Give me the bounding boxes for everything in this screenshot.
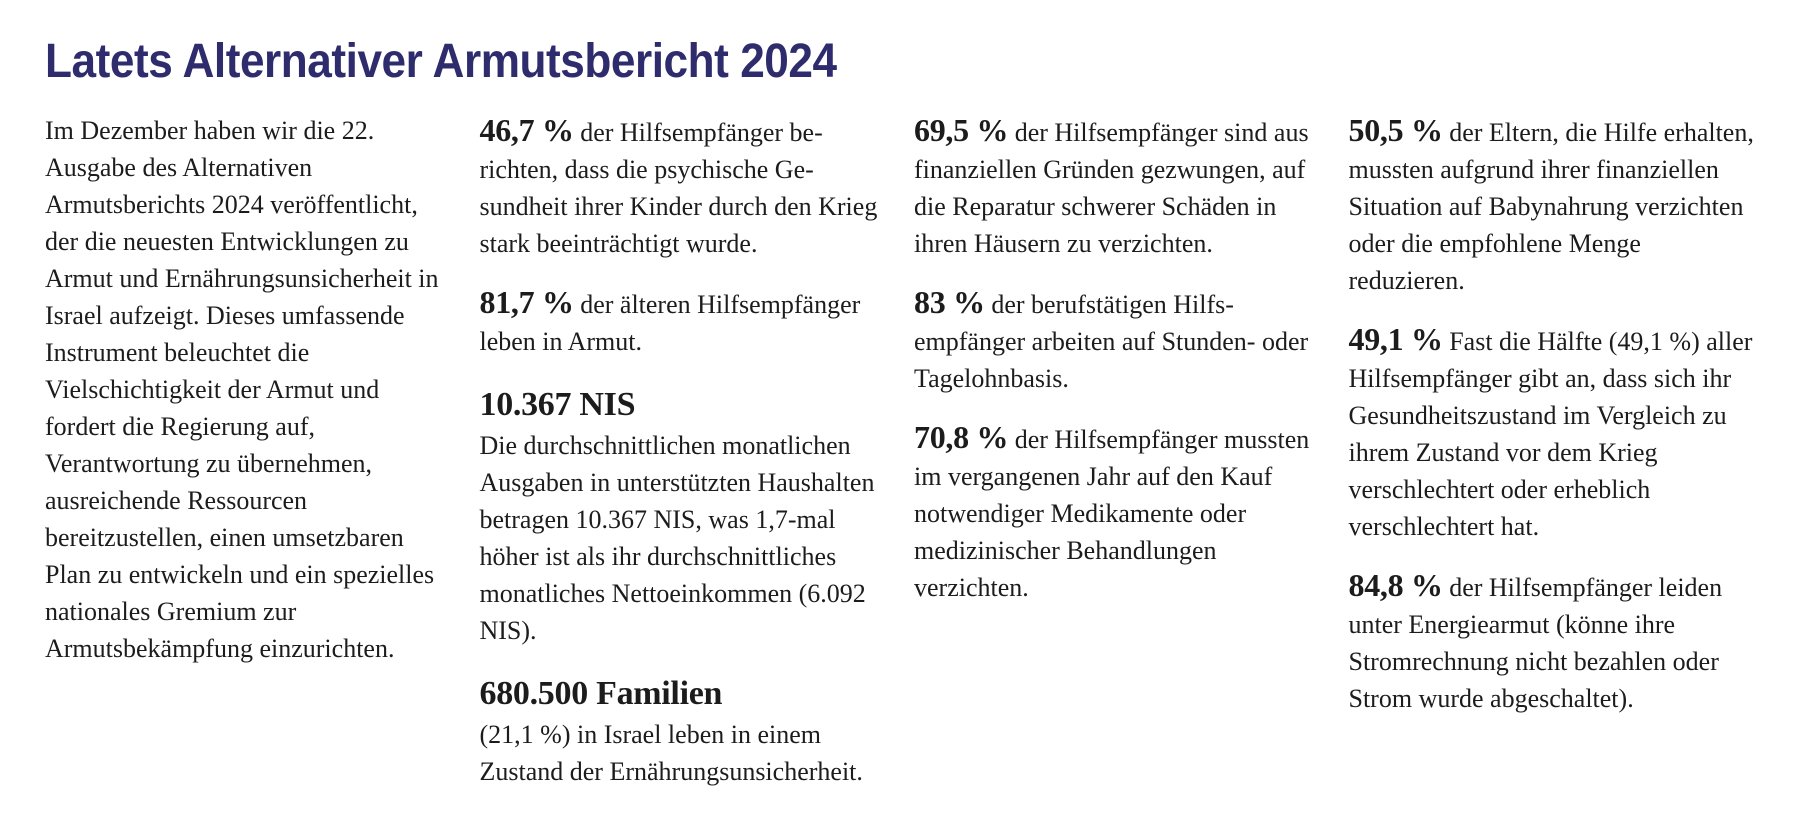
stat-block xyxy=(480,112,887,262)
stat-text: (21,1 %) in Israel leben in einem Zustand der Ernährungsunsicherheit. xyxy=(479,720,863,786)
stat-value: 50,5 % xyxy=(1348,112,1443,148)
stat-value: 70,8 % xyxy=(914,419,1009,455)
stat-text: der Hilfsempfänger berichten, dass die psychische Gesundheit ihrer Kinder durch den Krieg stark beeinträchtigt wurde. xyxy=(479,118,878,258)
stat-block xyxy=(480,671,887,790)
page-title: Latets Alternativer Armutsbericht 2024 xyxy=(45,35,837,88)
stat-block xyxy=(914,419,1321,606)
intro-paragraph: Im Dezember haben wir die 22. Ausgabe des Alternativen Armutsberichts 2024 veröffentlicht, der die neuesten Entwicklungen zu Armut und Ernährungsunsicherheit in Israel aufzeigt. Dieses umfassende Instrument beleuchtet die Vielschichtigkeit der Armut und fordert die Regierung auf, Verantwortung zu übernehmen, ausreichende Ressourcen bereitzustellen, einen umsetzbaren Plan zu entwickeln und ein spezielles nationales Gremium zur Armutsbekämpfung einzurichten. xyxy=(45,116,439,663)
stat-heading: 680.500 Familien xyxy=(479,675,723,712)
intro-column xyxy=(45,112,452,667)
stat-block xyxy=(480,284,887,360)
stat-value: 83 % xyxy=(914,284,985,320)
stat-block xyxy=(914,284,1321,397)
stat-value: 81,7 % xyxy=(479,284,574,320)
stat-text: der Hilfsempfänger sind aus finanziellen Gründen gezwungen, auf die Reparatur schwerer Schäden in ihren Häusern zu verzichten. xyxy=(914,118,1309,258)
stat-heading: 10.367 NIS xyxy=(479,386,636,423)
stat-value: 69,5 % xyxy=(914,112,1009,148)
stat-value: 84,8 % xyxy=(1348,567,1443,603)
stat-block xyxy=(1349,321,1756,545)
stat-value: 49,1 % xyxy=(1348,321,1443,357)
stat-text: der Hilfsempfänger mussten im vergangenen Jahr auf den Kauf notwendiger Medikamente oder medizinischer Behandlungen verzichten. xyxy=(914,425,1310,602)
stat-text: Die durchschnittlichen monatlichen Ausgaben in unterstützten Haushalten betragen 10.367 NIS, was 1,7-mal höher ist als ihr durchschnittliches monatliches Nettoeinkommen (6.092 NIS). xyxy=(479,431,875,645)
stat-block xyxy=(1349,567,1756,717)
stat-text: Fast die Hälfte (49,1 %) aller Hilfsempfänger gibt an, dass sich ihr Gesundheitszustand im Vergleich zu ihrem Zustand vor dem Krieg verschlechtert oder erheblich verschlechtert hat. xyxy=(1348,327,1753,541)
stats-column-2 xyxy=(914,112,1321,606)
stat-text: der Eltern, die Hilfe erhalten, mussten aufgrund ihrer finanziellen Situation auf Babynahrung verzichten oder die empfohlene Menge reduzieren. xyxy=(1348,118,1754,295)
stat-text: der berufstätigen Hilfsempfänger arbeiten auf Stunden- oder Tagelohnbasis. xyxy=(914,290,1309,393)
stat-block xyxy=(914,112,1321,262)
stat-value: 46,7 % xyxy=(479,112,574,148)
stat-block xyxy=(1349,112,1756,299)
stat-text: der älteren Hilfsempfänger leben in Armut. xyxy=(479,290,861,356)
report-columns xyxy=(45,112,1755,790)
stats-column-1 xyxy=(480,112,887,790)
stats-column-3 xyxy=(1349,112,1756,717)
stat-text: der Hilfsempfänger leiden unter Energiearmut (könne ihre Stromrechnung nicht bezahlen oder Strom wurde abgeschaltet). xyxy=(1348,573,1723,713)
stat-block xyxy=(480,382,887,649)
